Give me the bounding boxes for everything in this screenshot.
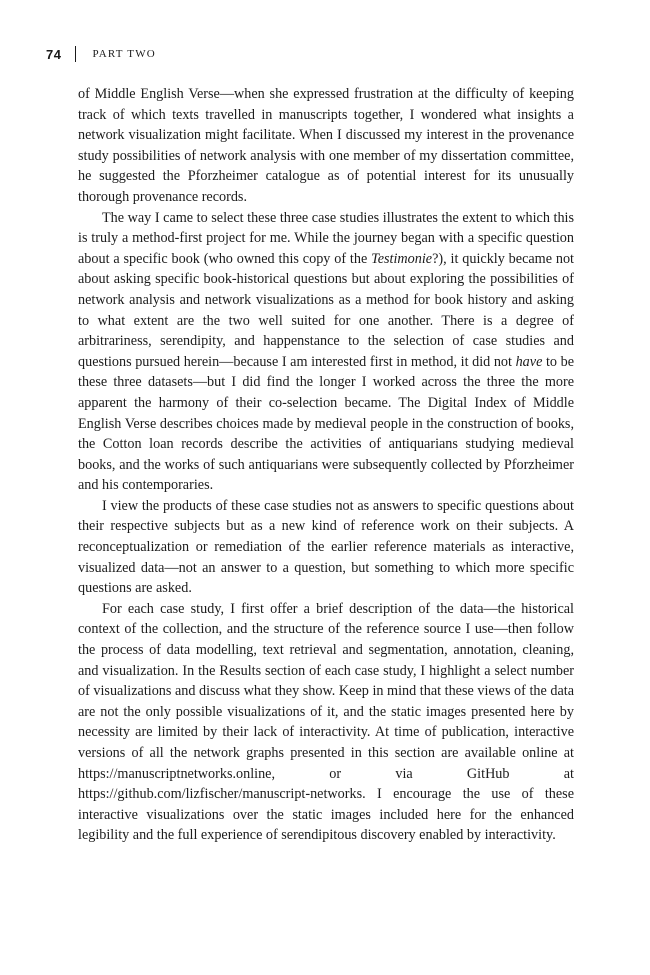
running-head: PART TWO	[92, 48, 156, 60]
paragraph-text: The way I came to select these three case studies illustrates the extent to which this is truly a method-first project for me. While the journey began with a specific question about a specific book (who owned this copy of the	[78, 209, 574, 267]
italic-title: Testimonie	[371, 250, 433, 267]
page-number: 74	[46, 46, 62, 62]
paragraph	[78, 208, 574, 496]
body-text	[78, 84, 574, 846]
italic-emphasis: have	[515, 353, 543, 370]
paragraph: For each case study, I first offer a brief description of the data—the historical context of the collection, and the structure of the reference source I use—then follow the process of data modelling, text retrieval and segmentation, annotation, cleaning, and visualization. In the Results section of each case study, I highlight a select number of visualizations and discuss what they show. Keep in mind that these views of the data are not the only possible visualizations of it, and the static images presented here by necessity are limited by their lack of interactivity. At time of publication, interactive versions of all the network graphs presented in this section are available online at https://manuscriptnetworks.online, or via GitHub at https://github.com/lizfischer/manuscript-networks. I encourage the use of these interactive visualizations over the static images included here for the enhanced legibility and the full experience of serendipitous discovery enabled by interactivity.	[78, 600, 574, 844]
header-divider	[75, 46, 76, 62]
paragraph: I view the products of these case studies not as answers to specific questions about their respective subjects but as a new kind of reference work on their subjects. A reconceptualization or remediation of the earlier reference materials as interactive, visualized data—not an answer to a question, but something to which more specific questions are asked.	[78, 497, 574, 597]
paragraph-text: to be these three datasets—but I did find the longer I worked across the three the more apparent the harmony of their co-selection became. The Digital Index of Middle English Verse describes choices made by medieval people in the construction of books, the Cotton loan records describe the activities of antiquarians studying medieval books, and the works of such antiquarians were subsequently collected by Pforzheimer and his contemporaries.	[78, 353, 574, 494]
paragraph-text: ?), it quickly became not about asking specific book-historical questions but about exploring the possibilities of network analysis and network visualizations as a method for book history and asking to what extent are the two well suited for one another. There is a degree of arbitrariness, serendipity, and happenstance to the selection of case studies and questions pursued herein—because I am interested first in method, it did not	[78, 250, 574, 370]
page-header	[46, 44, 156, 64]
paragraph: of Middle English Verse—when she expressed frustration at the difficulty of keeping track of which texts travelled in manuscripts together, I wondered what insights a network visualization might facilitate. When I discussed my interest in the provenance study possibilities of network analysis with one member of my dissertation committee, he suggested the Pforzheimer catalogue as of potential interest for its unusually thorough provenance records.	[78, 86, 574, 205]
